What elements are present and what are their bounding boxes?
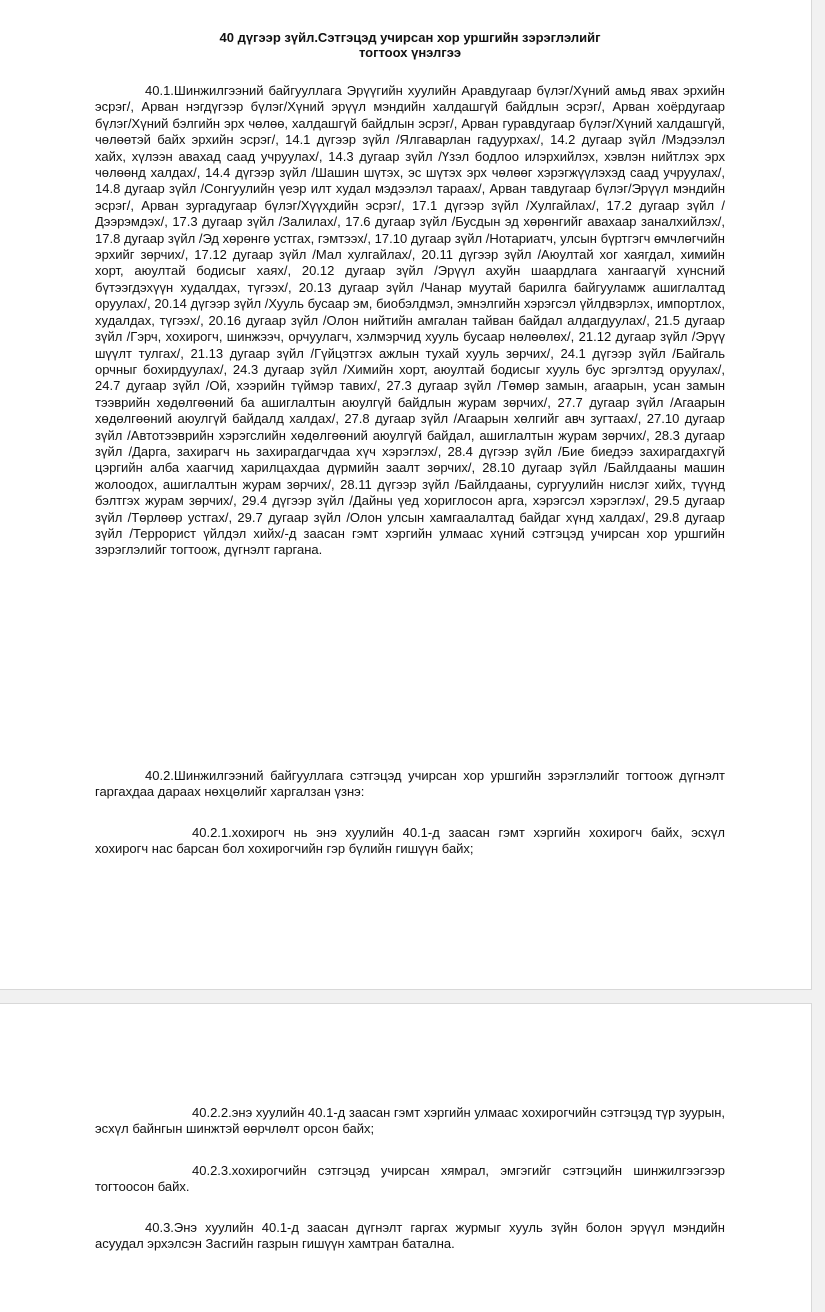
article-title-line-2: тогтоох үнэлгээ — [358, 45, 462, 60]
paragraph-40-3: 40.3.Энэ хуулийн 40.1-д заасан дүгнэлт гаргах журмыг хууль зүйн болон эрүүл мэндийн асуудал эрхэлсэн Засгийн газрын гишүүн хамтран батална. — [95, 1220, 725, 1252]
document-page-2 — [0, 1003, 812, 1312]
paragraph-40-2-1: 40.2.1.хохирогч нь энэ хуулийн 40.1-д заасан гэмт хэргийн хохирогч байх, эсхүл хохирогч нас барсан бол хохирогчийн гэр бүлийн гишүүн байх; — [95, 825, 725, 857]
paragraph-40-2-2: 40.2.2.энэ хуулийн 40.1-д заасан гэмт хэргийн улмаас хохирогчийн сэтгэцэд түр зуурын, эсхүл байнгын шинжтэй өөрчлөлт орсон байх; — [95, 1105, 725, 1137]
article-title — [95, 30, 725, 60]
paragraph-40-1: 40.1.Шинжилгээний байгууллага Эрүүгийн хуулийн Аравдугаар бүлэг/Хүний амьд явах эрхийн эсрэг/, Арван нэгдүгээр бүлэг/Хүний эрүүл мэндийн халдашгүй байдлын эсрэг/, Арван хоёрдугаар бүлэг/Хүний бэлгийн эрх чөлөө, халдашгүй байдлын эсрэг/, Арван гуравдугаар бүлэг/Хүний халдашгүй, чөлөөтэй байх эрхийн эсрэг/, 14.1 дүгээр зүйл /Ялгаварлан гадуурхах/, 14.2 дугаар зүйл /Мэдээлэл хайх, хүлээн авахад саад учруулах/, 14.3 дугаар зүйл /Үзэл бодлоо илэрхийлэх, хэвлэн нийтлэх эрх чөлөөнд халдах/, 14.4 дүгээр зүйл /Шашин шүтэх, эс шүтэх эрх чөлөөг хэрэгжүүлэхэд саад учруулах/, 14.8 дугаар зүйл /Сонгуулийн үеэр илт худал мэдээлэл тараах/, Арван тавдугаар бүлэг/Эрүүл мэндийн эсрэг/, Арван зургадугаар бүлэг/Хүүхдийн эсрэг/, 17.1 дүгээр зүйл /Хулгайлах/, 17.2 дугаар зүйл /Дээрэмдэх/, 17.3 дугаар зүйл /Залилах/, 17.6 дугаар зүйл /Бусдын эд хөрөнгийг авахаар заналхийлэх/, 17.8 дугаар зүйл /Эд хөрөнгө устгах, гэмтээх/, 17.10 дугаар зүйл /Нотариатч, улсын бүртгэгч өмчлөгчийн эрхийг зөрчих/, 17.12 дугаар зүйл /Мал хулгайлах/, 20.11 дүгээр зүйл /Аюултай хог хаягдал, химийн хорт, аюултай бодисыг хаях/, 20.12 дугаар зүйл /Эрүүл ахуйн шаардлага хангаагүй хүнсний бүтээгдэхүүн худалдах, түгээх/, 20.13 дугаар зүйл /Чанар муутай барилга байгууламж ашиглалтад оруулах/, 20.14 дүгээр зүйл /Хууль бусаар эм, биобэлдмэл, эмнэлгийн хэрэгсэл үйлдвэрлэх, импортлох, худалдах, түгээх/, 20.16 дугаар зүйл /Олон нийтийн амгалан тайван байдал алдагдуулах/, 21.5 дугаар зүйл /Гэрч, хохирогч, шинжээч, орчуулагч, хэлмэрчид хууль бусаар нөлөөлөх/, 21.12 дугаар зүйл /Эрүү шүүлт тулгах/, 21.13 дугаар зүйл /Гүйцэтгэх ажлын тухай хууль зөрчих/, 24.1 дүгээр зүйл /Байгаль орчныг бохирдуулах/, 24.3 дугаар зүйл /Химийн хорт, аюултай бодисыг хууль бус эргэлтэд оруулах/, 24.7 дугаар зүйл /Ой, хээрийн түймэр тавих/, 27.3 дугаар зүйл /Төмөр замын, агаарын, усан замын тээврийн хөдөлгөөний ба ашиглалтын аюулгүй байдлын журам зөрчих/, 27.7 дугаар зүйл /Агаарын хөдөлгөөний аюулгүй байдалд халдах/, 27.8 дугаар зүйл /Агаарын хөлгийг авч зугтаах/, 27.10 дугаар зүйл /Автотээврийн хэрэгслийн хөдөлгөөний аюулгүй байдал, ашиглалтын журам зөрчих/, 28.3 дугаар зүйл /Дарга, захирагч нь захирагдагчдаа хүч хэрэглэх/, 28.4 дүгээр зүйл /Бие биедээ захирагдахгүй цэргийн алба хаагчид харилцахдаа дүрмийн заалт зөрчих/, 28.10 дугаар зүйл /Байлдааны машин жолоодох, ашиглалтын журам зөрчих/, 28.11 дүгээр зүйл /Байлдааны, сургуулийн нислэг хийх, түүнд бэлтгэх журам зөрчих/, 29.4 дүгээр зүйл /Дайны үед хориглосон арга, хэрэгсэл хэрэглэх/, 29.5 дугаар зүйл /Төрлөөр устгах/, 29.7 дугаар зүйл /Олон улсын хамгаалалтад байдаг хүнд халдах/, 29.8 дугаар зүйл /Террорист үйлдэл хийх/-д заасан гэмт хэргийн улмаас хүний сэтгэцэд учирсан хор уршгийн зэрэглэлийг тогтоож, дүгнэлт гаргана. — [95, 83, 725, 558]
paragraph-40-2-3: 40.2.3.хохирогчийн сэтгэцэд учирсан хямрал, эмгэгийг сэтгэцийн шинжилгээгээр тогтоосон байх. — [95, 1163, 725, 1195]
article-title-line-1: 40 дүгээр зүйл.Сэтгэцэд учирсан хор уршгийн зэрэглэлийг — [219, 30, 601, 45]
paragraph-40-2: 40.2.Шинжилгээний байгууллага сэтгэцэд учирсан хор уршгийн зэрэглэлийг тогтоож дүгнэлт гаргахдаа дараах нөхцөлийг харгалзан үзнэ: — [95, 768, 725, 800]
